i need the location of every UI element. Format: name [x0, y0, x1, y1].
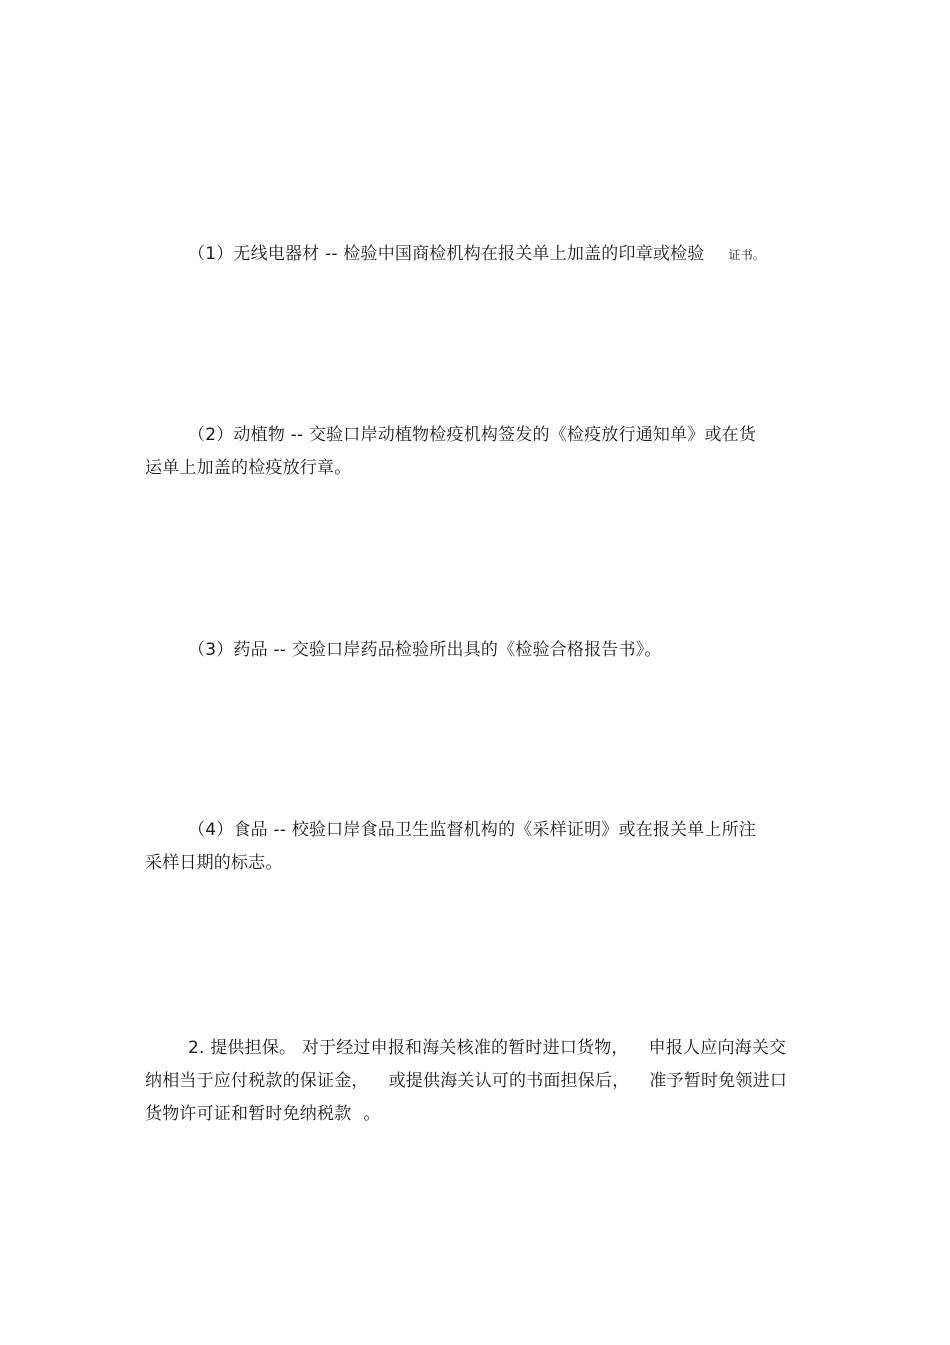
paragraph-text: 纳相当于应付税款的保证金， — [145, 1071, 369, 1091]
paragraph-text-small: 证书。 — [728, 248, 766, 262]
paragraph-guarantee — [145, 1032, 805, 1131]
paragraph-animals-plants — [145, 419, 805, 485]
paragraph-line: 运单上加盖的检疫放行章。 — [145, 458, 352, 478]
paragraph-line: （2）动植物 -- 交验口岸动植物检疫机构签发的《检疫放行通知单》或在货 — [188, 425, 757, 445]
paragraph-text: 准予暂时免领进口 — [649, 1071, 788, 1091]
paragraph-radio-equipment — [145, 238, 805, 272]
paragraph-text: 2. 提供担保。 对于经过申报和海关核准的暂时进口货物， — [188, 1038, 629, 1058]
paragraph-line: （4）食品 -- 校验口岸食品卫生监督机构的《采样证明》或在报关单上所注 — [188, 820, 757, 840]
paragraph-text: 货物许可证和暂时免纳税款 — [145, 1104, 352, 1124]
paragraph-text: 。 — [363, 1104, 381, 1124]
paragraph-medicine — [145, 634, 805, 667]
paragraph-line: （3）药品 -- 交验口岸药品检验所出具的《检验合格报告书》。 — [188, 640, 662, 660]
paragraph-text: 申报人应向海关交 — [648, 1038, 787, 1058]
paragraph-food — [145, 814, 805, 880]
paragraph-text: 或提供海关认可的书面担保后， — [388, 1071, 630, 1091]
paragraph-text: （1）无线电器材 -- 检验中国商检机构在报关单上加盖的印章或检验 — [188, 244, 705, 264]
paragraph-line: 采样日期的标志。 — [145, 853, 283, 873]
